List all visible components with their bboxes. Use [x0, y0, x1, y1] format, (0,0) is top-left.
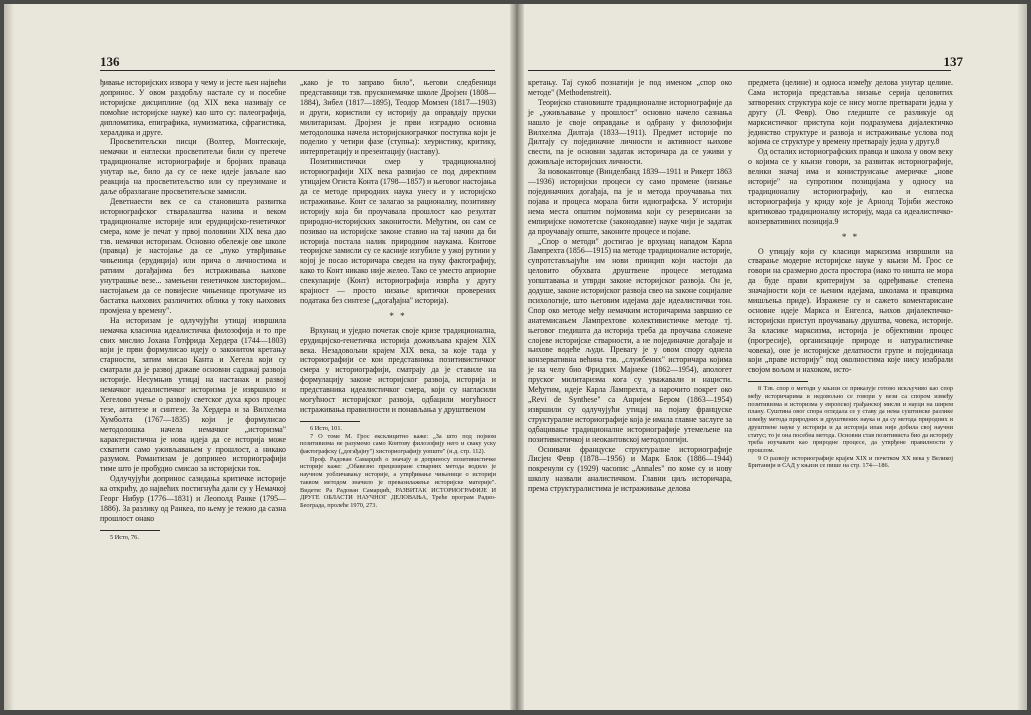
- paragraph: Деветнаести век се са становишта развитка историографског стваралаштва назива и веком традиционалне историје или ерудицијско-генетичког смера, коме је печат у првој половини XIX века дао тзв. немачки историзам. Основно обележје ове школе (правца) је настојање да се „пуко утврђивање чињеница (ерудиција) или прича о личностима и ратним догађајима без истраживања њихове унутрашње везе... замењени генетичком хисторијом... настојањем да се повијесне чињенице протумаче из бастатка њихових различитих облика у току њихових промјена у времену".: [100, 196, 286, 315]
- paragraph: На историзам је одлучујући утицај извршила немачка класична идеалистичка филозофија и то пре свих мислио Јохана Готфрида Хердера (1744—1803) који је први формулисао идеју о законитом кретању старности, затим мисао Канта и Хегела који су сматрали да је развој државе основни садржај развоја историје. Несумњив утицај на настанак и развој немачког идеалистичког историзма је извршило и Хегелово учење о развоју светског духа кроз процес тезе, антитезе и синтезе. За Хердера и за Вилхелма Хумболта (1767—1835) који је формулисао методолошка начела немачког „историзма" карактеристична је нова идеја да се историја може схватити само уживљавањем у прошлост, а никако разумом. Романтизам је допринео историографији тиме што је пробудио смисао за историјски ток.: [100, 315, 286, 474]
- footnote: 7 О томе М. Грос ексклицитно каже: „За што под појмом позитивизма не разумемо само Контову филозофију него и сваку уску фактографску („догађајну") хисториографију уопште" (н.д. стр. 112).: [300, 432, 496, 456]
- section-separator: * *: [841, 231, 860, 242]
- page-number-left: 136: [100, 54, 120, 69]
- paragraph: Одлучујући допринос сазидања критичке историје ка открићу, до највећих постигнућа дали су у Немачкој Георг Нибур (1776—1831) и Леополд Ранке (1795—1886). За разлику од Ранкеа, по њему је тежио да сазна прошлост онако: [100, 474, 286, 523]
- paragraph: Просветитељски писци (Волтер, Монтескије, немачки и енглески просветитељи били су претече традиционалне историографије и бројних правaца унутар ње, било да су се неке идеје јављале као реакција на просветитељство или су преузимане и даље образлагане просветитељске замисли.: [100, 137, 286, 196]
- book-gutter: [510, 4, 524, 710]
- paragraph: Оснивачи француске структуралне историографије Лисјен Февр (1878—1956) и Марк Блок (1886—1944) покренули су (1929) часопис „Annales" по коме су и нову школу назвали аналистичком. Главни циљ историчара, према структуралистима је истраживање делова: [528, 444, 732, 494]
- paragraph: Позитивистички смер у традиционалној историографији XIX века развијао се под директним утицајем Огиста Конта (1798—1857) и његовог настојања да се методе природних наука унесу и у историјско истраживање. Конт се залагао за рационалну, позитивну историју која би проучавала прошлост као резултат природно-историјских законитости. Међутим, он сам се позивао на историјске законе ставио на тај начин да би историја постала налик природним наукама. Контове теоријске замисли су се касније изгубиле у ужој рутини у којој је посао историчара сведен на пуку фактографију, како то Конт никако није желео. Тако се уместо априорне спекулације (Конт) историографија изврћа у другу крајност — просто низање критички проверених података без синтезе („догађајна" историја).: [300, 157, 496, 305]
- footnote-rule: [300, 421, 360, 422]
- paragraph: предмета (целине) и односа између делова унутар целине. Сама историја представља низање серија целовитих затворених структура које се нису могле претварати једна у другу (Л. Февр). Ово гледиште се разликује од марксистичког приступа који подразумева дијалектичко јединство структуре и развоја и истраживање услова под којима се структуре у времену претварају једна у другу.8: [748, 78, 953, 147]
- page-edge-left: [4, 4, 14, 710]
- header-rule-right: [528, 70, 951, 71]
- paragraph: За новокантовце (Винделбанд 1839—1911 и Рикерт 1863—1936) историјски процеси су само промене (низање појединачних догађаја, па је и метода проучавања тих појава и процеса морала бити идиографска. У историји нема места општим појмовима који су резервисани за емпиријске номотетске (законодавне) науке чији је задатак да проучавају опште, законите процесе и појаве.: [528, 167, 732, 236]
- column-4: [748, 78, 953, 470]
- page-number-right: 137: [943, 54, 963, 69]
- paragraph: Од осталих историографских правца и школа у овом веку о којима се у књизи говори, за развитак историографије, велики значај има и кониструисање америчке „нове историје" на супротним позицијама у односу на традиционалну историографију, као и енглеска историографија у криду које је Арнолд Тојнби жестоко критиковао традиционалну историју, мада са идеалистичко-конзервативних позиција.9: [748, 147, 953, 226]
- paragraph: „Спор о методи" достигао је врхунац нападом Карла Лампрехта (1856—1915) на методе традиционалне историје, супротстављајући им нови принцип који настоји да целовито обухвата друштвене процесе методама уопштавања и утврди законе историјског развоја. Он је, додуше, законе историјског развоја свео на законе социјалне психологије, што његовим идејама даје идеалистички тон. Спор око методе међу немачким историчарима завршио се анатемисањем Лампрехтове колективистичке методе тј. његовог гледишта да историја треба да проучава сложене слојеве историјске стварности, а не појединачне догађаје и њихове водеће људи. Превагу је у овом спору однела конзервативна већина тзв. „службених" историчара којима је на челу био Фридрих Мајнеке (1862—1954), апологет пруског милитаризма кога су уважавали и нацисти. Међутим, идеје Карла Лампрехта, а нарочито покрет око „Revi de Synthese" са Анријем Бером (1863—1954) извршили су одлучујући утицај на појаву француске структуралне историографије која је имала главне заслуге за одбацивање традиционалне историографије утемељене на позитивистичкој и неокантовској методологији.: [528, 236, 732, 444]
- right-page: [518, 4, 1027, 710]
- paragraph: кретању. Тај сукоб познатији је под именом „спор око методе" (Methodenstreit).: [528, 78, 732, 97]
- book-spread: [4, 4, 1027, 710]
- paragraph: Врхунац и уједно почетак своје кризе традиционална, ерудицијско-генетичка историја доживљава крајем XIX века. Незадовољни крајем ХIX века, за које тада у историографији се кои представника позитивистичког смера у историографији, сматрају да је ставиле на формулацију законе историјског развоја, историја и представника идеалистичког смера, који су нагласили могућност историјског развоја, одбацили могућност истраживања правилности и понављања у друштвеном: [300, 325, 496, 414]
- paragraph: „како је то заправо било", његови следбеници представници тзв. прусконемачке школе Дројзен (1808—1884), Зибел (1817—1895), Теодор Момзен (1817—1903) и други, користили су историју да оправдају пруски милитаризам. Дројзен је први изградио основна методолошка начела историјскиограчког поступка који је поделио у четири фазе (ступња): хеуристику, критику, интерпретацију и презентацију (наставу).: [300, 78, 496, 157]
- paragraph: ђивање историјских извора у чему и јесте њен највећи допринос. У овом раздобљу настале су и посебне историјске дисциплине (од XIX века називају се помоћне историјске науке) као што су: палеографија, дипломатика, епиграфика, нумизматика, сфрагистика, хералдика и друге.: [100, 78, 286, 137]
- page-edge-right: [1017, 4, 1027, 710]
- footnote: 6 Исто, 101.: [310, 424, 343, 432]
- footnote: 9 О развоју историографије крајем XIX и почетком XX века у Великој Британији и САД у књизи се пише на стр. 174—186.: [748, 454, 953, 470]
- footnote-rule: [100, 530, 160, 531]
- left-page: [4, 4, 516, 710]
- footnote-rule: [748, 381, 808, 382]
- paragraph: Теоријско становиште традиционалне историографије да је „уживљавање у прошлост" основно начело сазнања нашло је своје оправдање и одбрану у филозофији Вилхелма Дилтаја (1833—1911). Предмет историје по Дилтају су појединачне личности и активност њихове свести, па је основни задатак историчара да се уживи у доживљаје историјских личности.: [528, 97, 732, 167]
- column-2: [300, 78, 496, 510]
- section-separator: * *: [389, 310, 407, 321]
- footnote: Проф. Радован Самарџић о значају и доприносу позитивистичке историје каже: „Обавезно прецизиране стварних метода водило је научном уобличавању историје, а утврђивање чињенице о историји таквом методом значило је превазилажење историјске материје". Видети: Ра Радован Самарџић, РАЗВИТАК ИСТОРИОГРАФИЈЕ И ДРУГЕ ОБЛАСТИ НАУЧНОГ ДЕЛОВАЊА, Треће програм Радио-Београда, пролеће 1970, 273.: [300, 455, 496, 509]
- footnote: 5 Исто, 76.: [110, 533, 139, 541]
- header-rule-left: [100, 70, 495, 71]
- column-3: [528, 78, 732, 494]
- column-1: [100, 78, 286, 541]
- footnote: 8 Тзв. спор о методи у књизи се приказује готово искључиво као спор међу историчарима и недовољно се говори у вези са спором између позитивизма и историзма у европској грађанској мисли и науци на ширем плану. Суштина овог спора огледала се у ставу да нема суштинске разлике између метода природних и друштвених наука и да су метода природних и друштвене науке у историји и да историја ипак није добила свој научни статус; то је она посебна метода. Основни став позитивиста био да историју треба изучавати као природне процесе, да утврђене правилности у прошлом.: [748, 385, 953, 454]
- paragraph: О утицају који су класици марксизма извршили на стварање модерне историјске науке у књизи М. Грос се говори на сразмерно доста простора (иако то ништа не мора да буде прави критеријум за одређивање степена значајности који се њеним идејама, школама и правцима мишљења приде). Изражене су и сажето коментарисане основне идеје Маркса и Енгелса, њихов дијалектичко-историјски приступ проучавању друштва, човека, историје. За класике марксизма, историја је објективни процес (прогресије), организације природе и натуралистичке човека), оне је историјске делатности групе и појединаца који „праве историју" под околностима које нису изабрали својом вољом и нахоком, исто-: [748, 246, 953, 375]
